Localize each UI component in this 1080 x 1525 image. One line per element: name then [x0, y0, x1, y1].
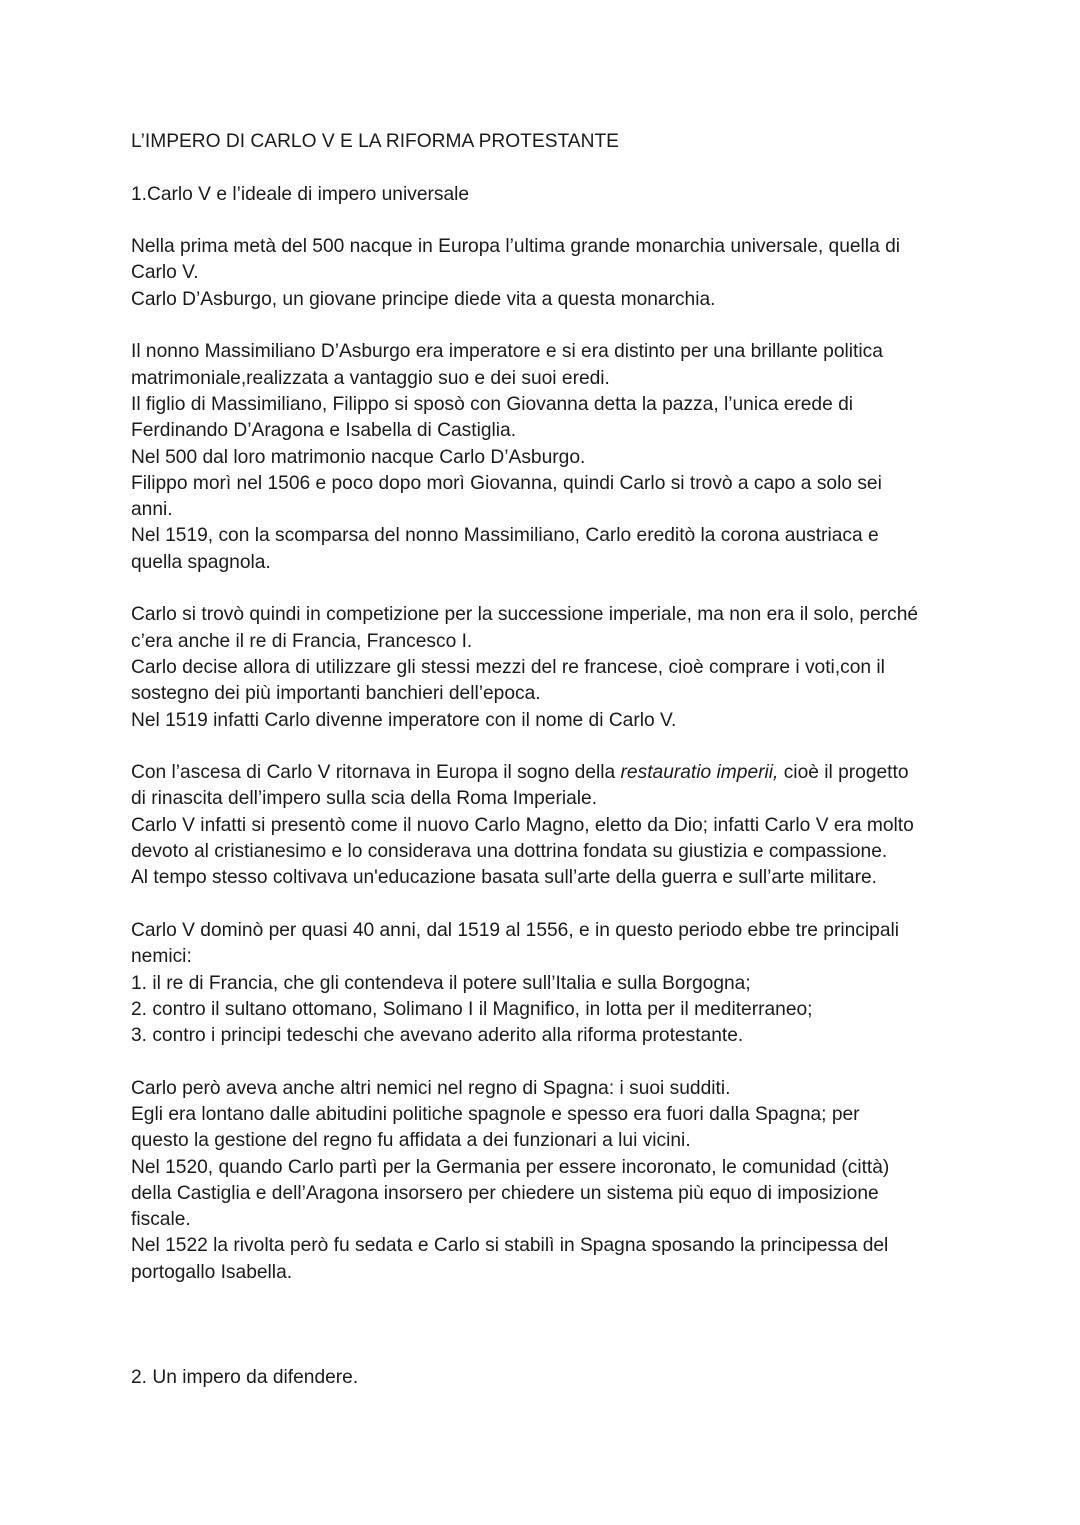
list-item: 1. il re di Francia, che gli contendeva il potere sull’Italia e sulla Borgogna; — [131, 972, 751, 994]
text-line: sostegno dei più importanti banchieri dell’epoca. — [131, 683, 541, 705]
text-line: della Castiglia e dell’Aragona insorsero per chiedere un sistema più equo di imposizione — [131, 1182, 879, 1204]
text-line: Egli era lontano dalle abitudini politiche spagnole e spesso era fuori dalla Spagna; per — [131, 1103, 860, 1125]
document-body — [131, 129, 961, 1391]
text-line: c’era anche il re di Francia, Francesco I. — [131, 630, 473, 652]
text-line: matrimoniale,realizzata a vantaggio suo e dei suoi eredi. — [131, 367, 610, 389]
paragraph — [131, 918, 961, 1049]
text-line: anni. — [131, 499, 173, 521]
document-title: L’IMPERO DI CARLO V E LA RIFORMA PROTESTANTE — [131, 131, 619, 152]
text-line: nemici: — [131, 946, 192, 968]
text-line: portogallo Isabella. — [131, 1261, 293, 1283]
text-line: Il figlio di Massimiliano, Filippo si sposò con Giovanna detta la pazza, l’unica erede di — [131, 393, 854, 415]
text-line: di rinascita dell’impero sulla scia della Roma Imperiale. — [131, 788, 598, 810]
text-line: devoto al cristianesimo e lo considerava una dottrina fondata su giustizia e compassione. — [131, 841, 888, 863]
text-line: questo la gestione del regno fu affidata a dei funzionari a lui vicini. — [131, 1130, 691, 1152]
text-line: Al tempo stesso coltivava un'educazione basata sull’arte della guerra e sull’arte militare. — [131, 867, 877, 889]
text-line: Carlo però aveva anche altri nemici nel regno di Spagna: i suoi sudditi. — [131, 1077, 731, 1099]
text-line: Carlo decise allora di utilizzare gli stessi mezzi del re francese, cioè comprare i voti,con il — [131, 656, 885, 678]
text-line: Carlo V. — [131, 262, 199, 284]
text-line: Filippo morì nel 1506 e poco dopo morì Giovanna, quindi Carlo si trovò a capo a solo sei — [131, 472, 882, 494]
text-line: Nel 1519, con la scomparsa del nonno Massimiliano, Carlo ereditò la corona austriaca e — [131, 525, 879, 547]
text-line: Nella prima metà del 500 nacque in Europa l’ultima grande monarchia universale, quella di — [131, 236, 901, 258]
text-line: Il nonno Massimiliano D’Asburgo era imperatore e si era distinto per una brillante politica — [131, 341, 883, 363]
latin-term: restauratio imperii, — [620, 762, 779, 784]
text-line: quella spagnola. — [131, 551, 271, 573]
text-line: Ferdinando D’Aragona e Isabella di Castiglia. — [131, 420, 517, 442]
paragraph — [131, 760, 961, 891]
text-segment: Con l’ascesa di Carlo V ritornava in Europa il sogno della — [131, 762, 621, 784]
list-item: 2. contro il sultano ottomano, Solimano I il Magnifico, in lotta per il mediterraneo; — [131, 998, 813, 1020]
text-line: fiscale. — [131, 1209, 191, 1231]
text-line — [131, 760, 961, 786]
text-line: Carlo D’Asburgo, un giovane principe diede vita a questa monarchia. — [131, 288, 716, 310]
text-line: Nel 1522 la rivolta però fu sedata e Carlo si stabilì in Spagna sposando la principessa del — [131, 1235, 889, 1257]
paragraph — [131, 1076, 961, 1286]
paragraph — [131, 234, 961, 313]
text-segment: cioè il progetto — [778, 762, 909, 784]
text-line: Carlo V dominò per quasi 40 anni, dal 1519 al 1556, e in questo periodo ebbe tre principali — [131, 919, 900, 941]
text-line: Carlo V infatti si presentò come il nuovo Carlo Magno, eletto da Dio; infatti Carlo V era molto — [131, 814, 914, 836]
section-heading: 2. Un impero da difendere. — [131, 1366, 359, 1388]
text-line: Nel 1520, quando Carlo partì per la Germania per essere incoronato, le comunidad (città) — [131, 1156, 890, 1178]
text-line: Nel 500 dal loro matrimonio nacque Carlo D’Asburgo. — [131, 446, 586, 468]
list-item: 3. contro i principi tedeschi che avevano aderito alla riforma protestante. — [131, 1025, 744, 1047]
paragraph — [131, 339, 961, 576]
text-line: Nel 1519 infatti Carlo divenne imperatore con il nome di Carlo V. — [131, 709, 677, 731]
text-line: Carlo si trovò quindi in competizione per la successione imperiale, ma non era il solo, perché — [131, 604, 919, 626]
paragraph — [131, 602, 961, 733]
section-heading: 1.Carlo V e l’ideale di impero universale — [131, 183, 470, 205]
